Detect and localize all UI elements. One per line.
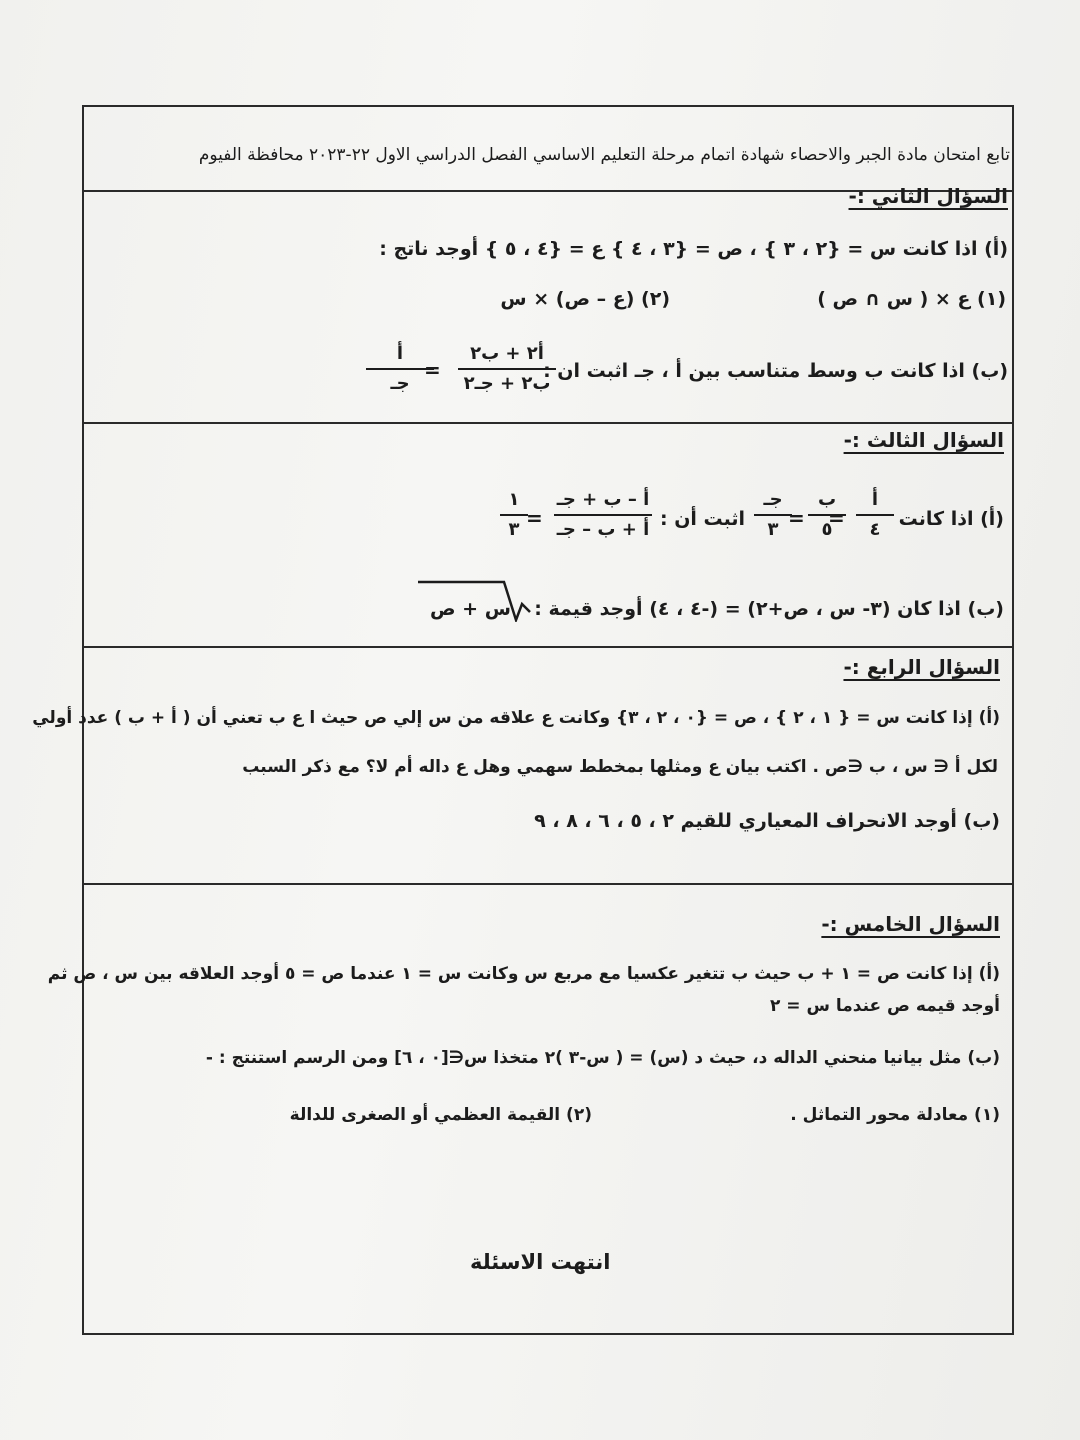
q2-fraction-right-numerator: أ [396, 343, 404, 364]
q2-a-item2: (٢) (ع – ص) × س [500, 288, 670, 310]
q5-heading: السؤال الخامس :- [821, 912, 1000, 936]
q3-prove-label: اثبت أن : [660, 508, 746, 530]
q2-part-b: (ب) اذا كانت ب وسط متناسب بين أ ، جـ اثبت ان : [543, 360, 1008, 382]
q2-fraction-left-denominator: ب٢ + جـ٢ [463, 373, 551, 394]
fraction-bar [856, 514, 894, 516]
q3-f4-denominator: أ + ب – جـ [556, 519, 650, 540]
q4-part-b: (ب) أوجد الانحراف المعياري للقيم ٢ ، ٥ ، ٦ ، ٨ ، ٩ [534, 810, 1000, 832]
q3-fraction-c-over-3 [748, 488, 798, 542]
q2-fraction-left [452, 342, 562, 396]
q3-heading: السؤال الثالث :- [843, 428, 1004, 452]
divider-q3 [82, 646, 1014, 648]
q3-f3-numerator: جـ [763, 489, 783, 510]
fraction-bar [366, 368, 434, 370]
q3-fraction-b-over-5 [802, 488, 852, 542]
fraction-bar [808, 514, 846, 516]
q3-f5-denominator: ٣ [508, 519, 520, 540]
q3-equals-2: = [788, 506, 805, 530]
q3-fraction-one-third [494, 488, 534, 542]
fraction-bar [754, 514, 792, 516]
divider-q2 [82, 422, 1014, 424]
q2-part-a: (أ) اذا كانت س = {٢ ، ٣ } ، ص = {٣ ، ٤ } ع = {٤ ، ٥ } أوجد ناتج : [379, 238, 1008, 260]
q5-part-a-line1: (أ) إذا كانت ص = ١ + ب حيث ب تتغير عكسيا مع مربع س وكانت س = ١ عندما ص = ٥ أوجد العلاقه بين س ، ص ثم [47, 964, 1000, 984]
q2-fraction-right [360, 342, 440, 396]
q3-f1-numerator: أ [871, 489, 879, 510]
q3-f4-numerator: أ – ب + جـ [556, 489, 650, 510]
q3-part-a-label: (أ) اذا كانت [898, 508, 1004, 530]
q3-f3-denominator: ٣ [767, 519, 779, 540]
fraction-bar [500, 514, 528, 516]
q3-equals-1: = [828, 506, 845, 530]
q5-b-item2: (٢) القيمة العظمي أو الصغرى للدالة [289, 1105, 592, 1125]
divider-q4 [82, 883, 1014, 885]
q3-root-expression: س + ص [430, 598, 511, 620]
q5-part-b: (ب) مثل بيانيا منحني الداله د، حيث د (س) = ( س-٣ )٢ متخذا س∈[٠ ، ٦] ومن الرسم استنتج : - [205, 1048, 1000, 1068]
q5-part-a-line2: أوجد قيمه ص عندما س = ٢ [770, 996, 1000, 1016]
q3-fraction-a-over-4 [850, 488, 900, 542]
q3-f2-numerator: ب [817, 489, 837, 510]
q3-part-b: (ب) اذا كان (٣- س ، ص+٢) = (-٤ ، ٤) أوجد قيمة : [534, 598, 1004, 620]
q4-part-a-line2: لكل أ ∈ س ، ب ∈ص . اكتب بيان ع ومثلها بمخطط سهمي وهل ع داله أم لا؟ مع ذكر السبب [242, 757, 998, 777]
q3-f2-denominator: ٥ [821, 519, 833, 540]
q2-fraction-left-numerator: أ٢ + ب٢ [470, 343, 544, 364]
q3-fraction-expression [548, 488, 658, 542]
q5-b-item1: (١) معادلة محور التماثل . [790, 1105, 1000, 1125]
q4-heading: السؤال الرابع :- [843, 655, 1000, 679]
q3-f1-denominator: ٤ [869, 519, 881, 540]
fraction-bar [554, 514, 652, 516]
q2-equals-sign: = [424, 358, 441, 382]
q2-fraction-right-denominator: جـ [390, 373, 410, 394]
end-of-questions: انتهت الاسئلة [470, 1250, 611, 1274]
q3-equals-3: = [526, 506, 543, 530]
q2-heading: السؤال الثاني :- [848, 184, 1008, 208]
q3-f5-numerator: ١ [508, 489, 520, 510]
exam-header-title: تابع امتحان مادة الجبر والاحصاء شهادة اتمام مرحلة التعليم الاساسي الفصل الدراسي الاول ٢٢-٢٠٢٣ محافظة الفيوم [198, 145, 1010, 165]
q4-part-a-line1: (أ) إذا كانت س = { ١ ، ٢ } ، ص = {٠ ، ٢ ، ٣} وكانت ع علاقه من س إلي ص حيث ا ع ب تعني أن ( أ + ب ) عدد أولي [32, 708, 1000, 728]
q2-a-item1: (١) ع × ( س ∩ ص ) [817, 288, 1006, 310]
fraction-bar [458, 368, 556, 370]
